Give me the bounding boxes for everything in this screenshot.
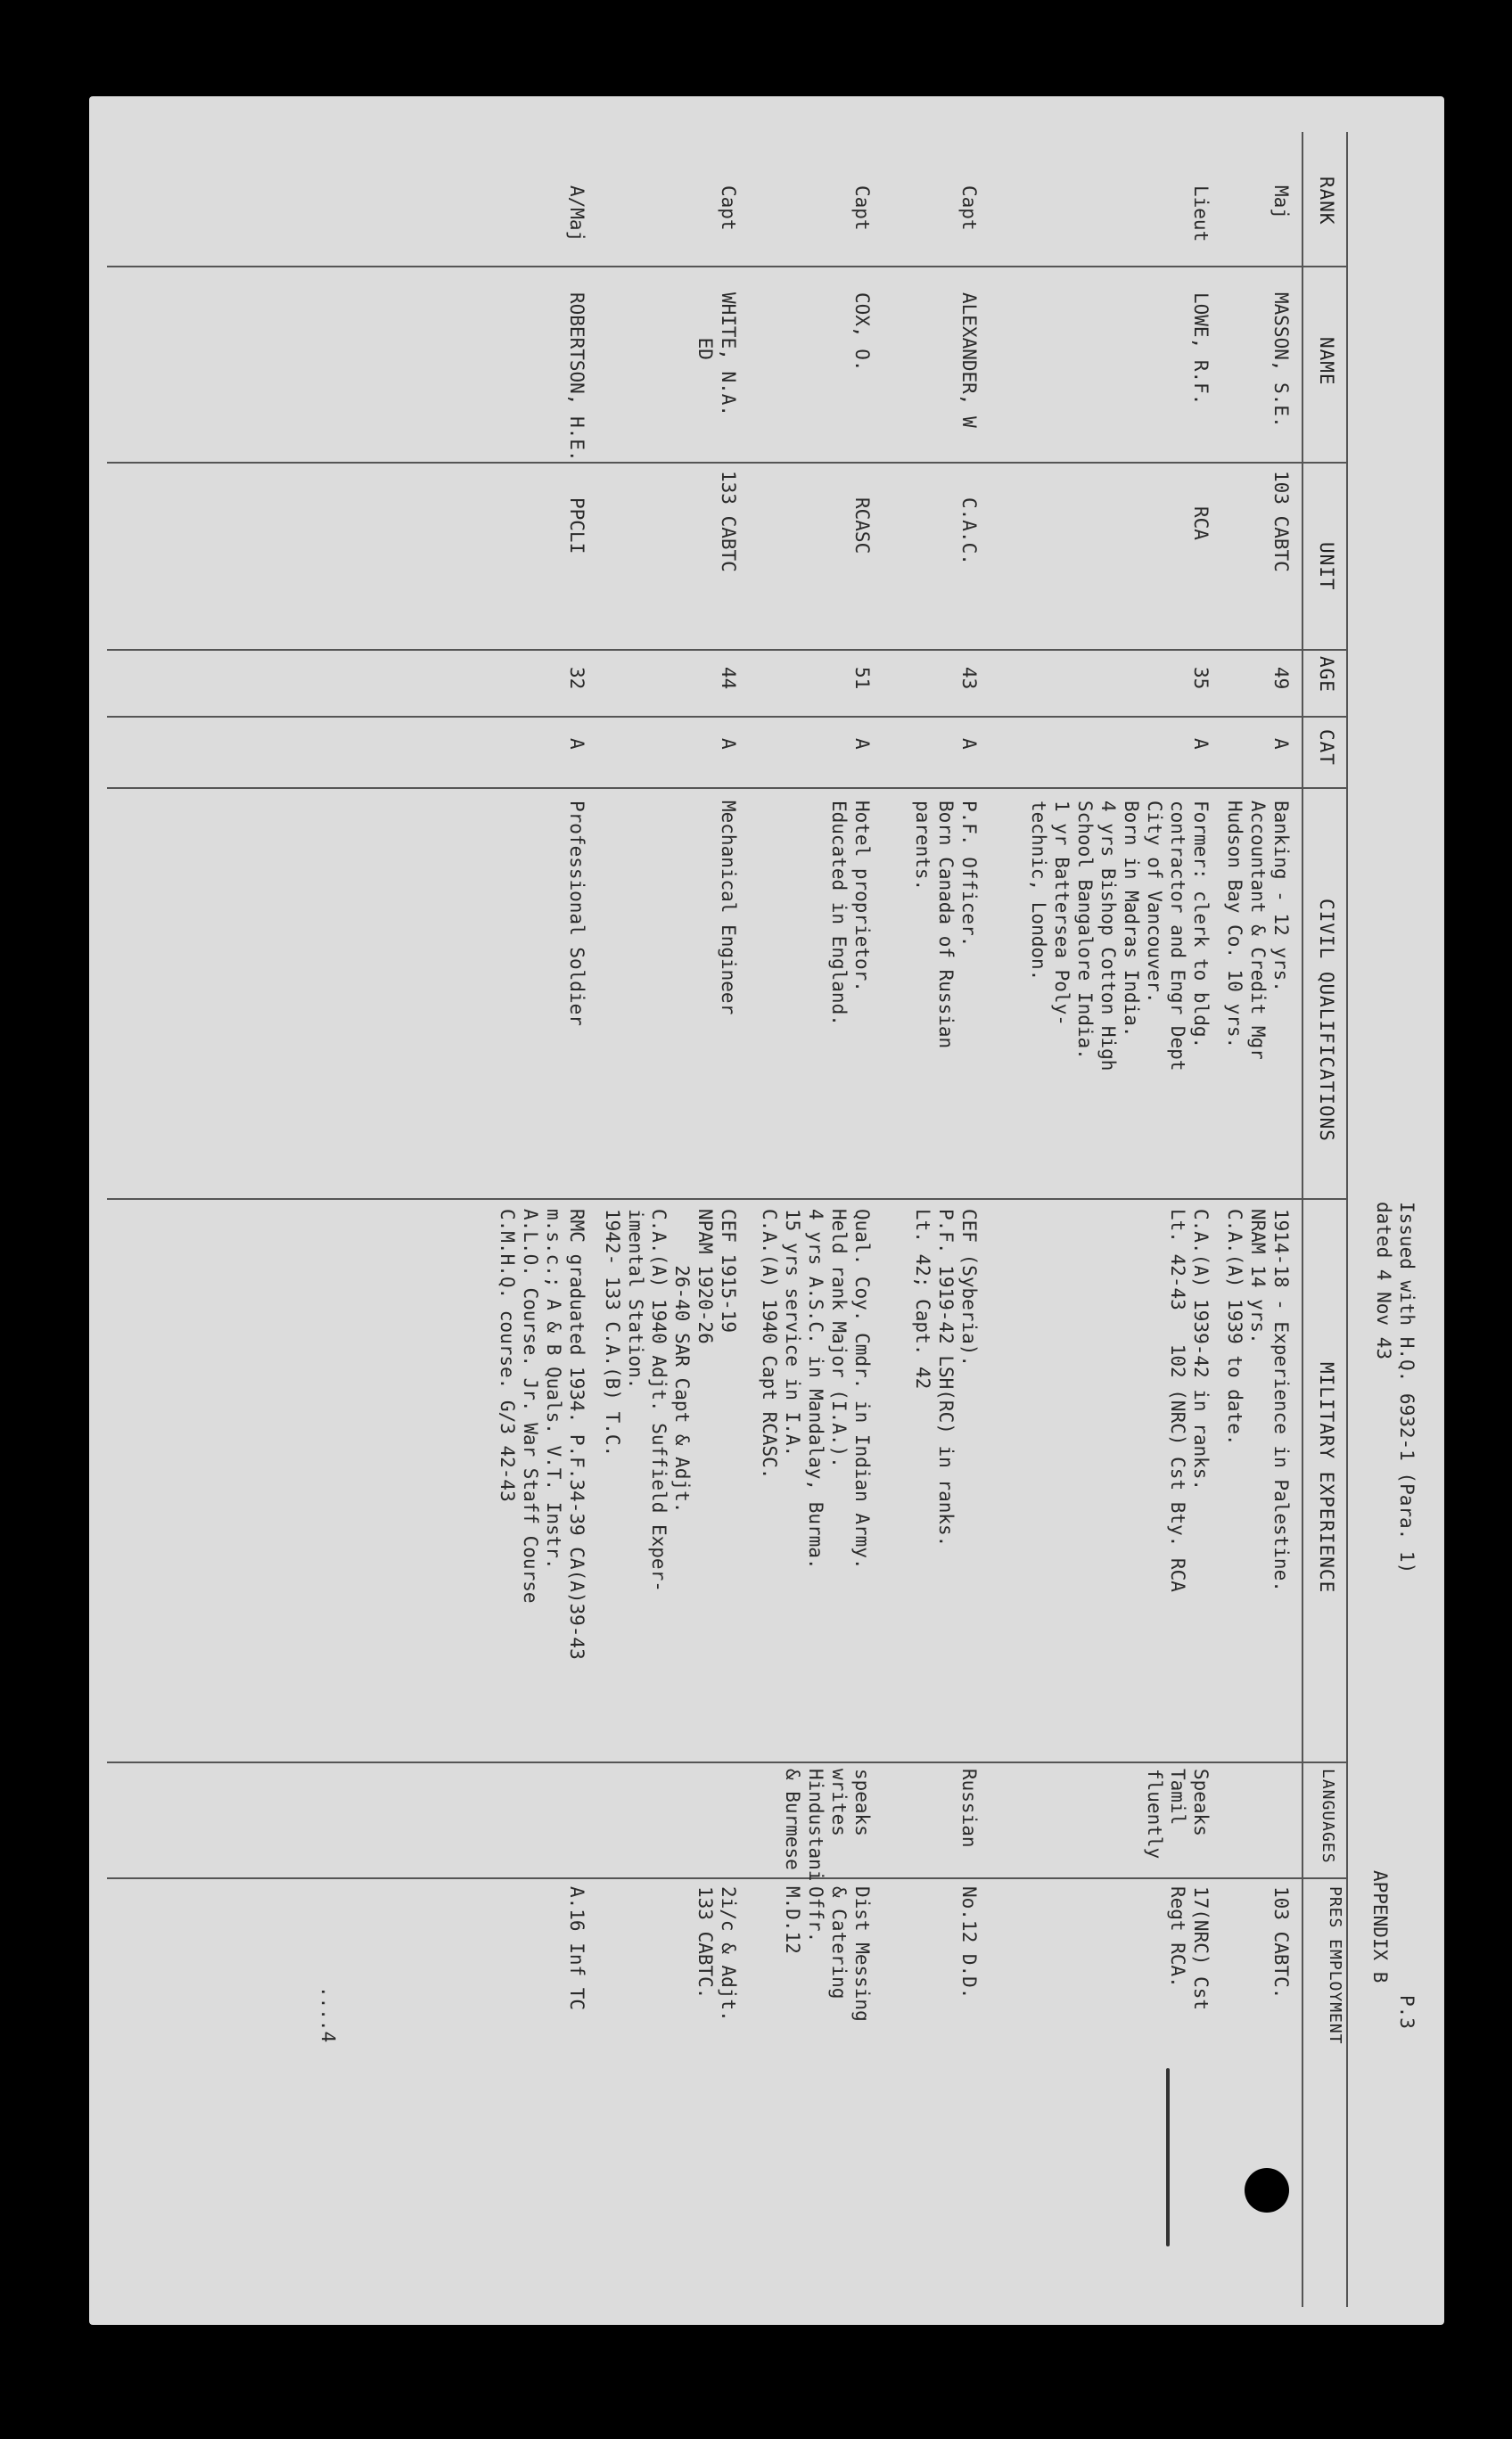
languages-cell: speaks writes Hindustani & Burmese [782, 1769, 873, 1882]
punch-hole [1245, 2168, 1289, 2213]
name-cell: ROBERTSON, H.E. [566, 292, 588, 462]
cat-cell: A [1190, 738, 1212, 750]
civil-cell: P.F. Officer. Born Canada of Russian parents. [912, 801, 980, 1049]
employment-cell: 17(NRC) Cst Regt RCA. [1167, 1886, 1212, 2011]
issued-line-1: Issued with H.Q. 6932-1 (Para. 1) [1396, 1202, 1418, 1574]
languages-cell: Russian [958, 1769, 980, 1848]
age-cell: 51 [851, 667, 873, 690]
rank-cell: A/Maj [566, 185, 588, 242]
unit-cell: RCASC [851, 497, 873, 554]
rank-cell: Lieut [1190, 185, 1212, 242]
page-number: P.3 [1396, 1995, 1418, 2029]
col-divider [107, 1198, 1346, 1200]
military-cell: RMC graduated 1934. P.F.34-39 CA(A)39-43 m.s.c.; A & B Quals. V.T. Instr. A.L.O. Course. Jr. War Staff Course C.M.H.Q. course. G/3 42-43 [497, 1209, 588, 1660]
header-languages: LANGUAGES [1319, 1769, 1337, 1864]
appendix-label: APPENDIX B [1369, 1870, 1391, 1983]
header-unit: UNIT [1316, 542, 1337, 591]
civil-cell: Hotel proprietor. Educated in England. [828, 801, 873, 1026]
age-cell: 49 [1270, 667, 1292, 690]
employment-cell: 103 CABTC. [1270, 1886, 1292, 2000]
header-age: AGE [1316, 656, 1337, 693]
civil-cell: Banking - 12 yrs. Accountant & Credit Mgr Hudson Bay Co. 10 yrs. [1224, 801, 1292, 1060]
cat-cell: A [1270, 738, 1292, 750]
employment-cell: Dist Messing & Catering Offr. M.D.12 [782, 1886, 873, 2022]
name-cell: ALEXANDER, W [958, 292, 980, 428]
name-cell: LOWE, R.F. [1190, 292, 1212, 406]
unit-cell: 133 CABTC [718, 471, 739, 572]
header-pres-employment: PRES EMPLOYMENT [1326, 1886, 1344, 2045]
cat-cell: A [566, 738, 588, 750]
civil-cell: Former: clerk to bldg. contractor and Engr Dept City of Vancouver. Born in Madras India. 4 yrs Bishop Cotton High School Bangalore India. 1 yr Battersea Poly- technic, London. [1028, 801, 1212, 1072]
civil-cell: Mechanical Engineer [718, 801, 739, 1015]
col-divider [107, 649, 1346, 651]
col-divider [107, 462, 1346, 464]
table-top-rule [1346, 132, 1348, 2307]
header-civil-qualifications: CIVIL QUALIFICATIONS [1316, 899, 1337, 1142]
rank-cell: Capt [851, 185, 873, 231]
col-divider [107, 787, 1346, 789]
col-divider [107, 1762, 1346, 1763]
continuation-marker: ....4 [317, 1986, 339, 2043]
pen-stroke [1166, 2068, 1170, 2246]
col-divider [107, 1877, 1346, 1879]
age-cell: 44 [718, 667, 739, 690]
unit-cell: RCA [1190, 506, 1212, 540]
military-cell: Qual. Coy. Cmdr. in Indian Army. Held rank Major (I.A.). 4 yrs A.S.C. in Mandalay, Burma. 15 yrs service in I.A. C.A.(A) 1940 Capt RCASC. [759, 1209, 873, 1570]
age-cell: 35 [1190, 667, 1212, 690]
rotated-page [89, 96, 1444, 2325]
employment-cell: 2i/c & Adjt. 133 CABTC. [694, 1886, 739, 2022]
age-cell: 43 [958, 667, 980, 690]
cat-cell: A [958, 738, 980, 750]
header-rank: RANK [1316, 177, 1337, 226]
unit-cell: PPCLI [566, 497, 588, 554]
header-name: NAME [1316, 337, 1337, 386]
header-military-experience: MILITARY EXPERIENCE [1316, 1362, 1337, 1594]
employment-cell: No.12 D.D. [958, 1886, 980, 2000]
military-cell: C.A.(A) 1939-42 in ranks. Lt. 42-43 102 (NRC) Cst Bty. RCA [1167, 1209, 1212, 1592]
unit-cell: C.A.C. [958, 497, 980, 565]
cat-cell: A [851, 738, 873, 750]
unit-cell: 103 CABTC [1270, 471, 1292, 572]
col-divider [107, 716, 1346, 718]
employment-cell: A.16 Inf TC [566, 1886, 588, 2011]
rank-cell: Capt [958, 185, 980, 231]
header-bottom-rule [1302, 132, 1303, 2307]
military-cell: CEF (Syberia). P.F. 1919-42 LSH(RC) in ranks. Lt. 42; Capt. 42 [912, 1209, 980, 1548]
name-cell: WHITE, N.A. ED [694, 292, 739, 417]
cat-cell: A [718, 738, 739, 750]
military-cell: CEF 1915-19 NPAM 1920-26 26-40 SAR Capt & Adjt. C.A.(A) 1940 Adjt. Suffield Exper- imental Station. 1942- 133 C.A.(B) T.C. [602, 1209, 739, 1592]
rank-cell: Maj [1270, 185, 1292, 219]
issued-line-2: dated 4 Nov 43 [1373, 1202, 1394, 1360]
name-cell: COX, O. [851, 292, 873, 372]
name-cell: MASSON, S.E. [1270, 292, 1292, 428]
age-cell: 32 [566, 667, 588, 690]
rank-cell: Capt [718, 185, 739, 231]
military-cell: 1914-18 - Experience in Palestine. NRAM 14 yrs. C.A.(A) 1939 to date. [1224, 1209, 1292, 1592]
col-divider [107, 266, 1346, 267]
civil-cell: Professional Soldier [566, 801, 588, 1026]
document-sheet [89, 96, 1444, 2325]
header-cat: CAT [1316, 729, 1337, 766]
languages-cell: Speaks Tamil fluently [1144, 1769, 1212, 1860]
